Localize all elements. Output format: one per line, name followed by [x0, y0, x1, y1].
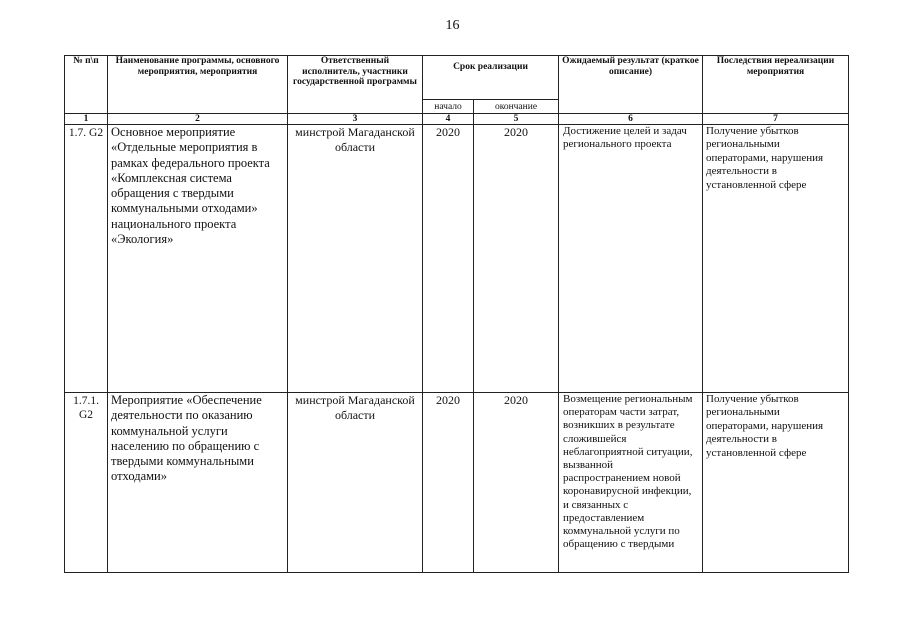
header-number: № п\п [65, 56, 108, 114]
table-row [65, 125, 849, 393]
program-table [64, 55, 849, 573]
row-end: 2020 [474, 393, 559, 573]
header-end: окончание [474, 100, 559, 114]
page-number: 16 [445, 18, 460, 33]
table-row [65, 393, 849, 573]
column-number: 3 [288, 114, 423, 125]
column-number: 2 [108, 114, 288, 125]
row-name: Основное мероприятие «Отдельные мероприятия в рамках федерального проекта «Комплексная система обращения с твердыми коммунальными отходами» национального проекта «Экология» [108, 125, 288, 393]
row-number: 1.7.1. G2 [65, 393, 108, 573]
row-consequence: Получение убытков региональными операторами, нарушения деятельности в установленной сфере [703, 125, 849, 393]
row-executor: минстрой Магаданской области [288, 393, 423, 573]
column-number: 4 [423, 114, 474, 125]
header-consequence: Последствия нереализации мероприятия [703, 56, 849, 114]
row-name: Мероприятие «Обеспечение деятельности по оказанию коммунальной услуги населению по обращению с твердыми коммунальными отходами» [108, 393, 288, 573]
row-executor: минстрой Магаданской области [288, 125, 423, 393]
row-start: 2020 [423, 393, 474, 573]
column-number: 5 [474, 114, 559, 125]
row-consequence: Получение убытков региональными операторами, нарушения деятельности в установленной сфере [703, 393, 849, 573]
row-result: Возмещение региональным операторам части затрат, возникших в результате сложившейся неблагоприятной ситуации, вызванной распространением новой коронавирусной инфекции, и связанных с предоставлением коммунальной услуги по обращению с твердыми [559, 393, 703, 573]
row-result: Достижение целей и задач регионального проекта [559, 125, 703, 393]
row-start: 2020 [423, 125, 474, 393]
header-name: Наименование программы, основного мероприятия, мероприятия [108, 56, 288, 114]
column-number: 6 [559, 114, 703, 125]
row-end: 2020 [474, 125, 559, 393]
column-number: 7 [703, 114, 849, 125]
column-number: 1 [65, 114, 108, 125]
header-executor: Ответственный исполнитель, участники государственной программы [288, 56, 423, 114]
row-number: 1.7. G2 [65, 125, 108, 393]
header-result: Ожидаемый результат (краткое описание) [559, 56, 703, 114]
header-start: начало [423, 100, 474, 114]
header-period: Срок реализации [423, 56, 559, 100]
